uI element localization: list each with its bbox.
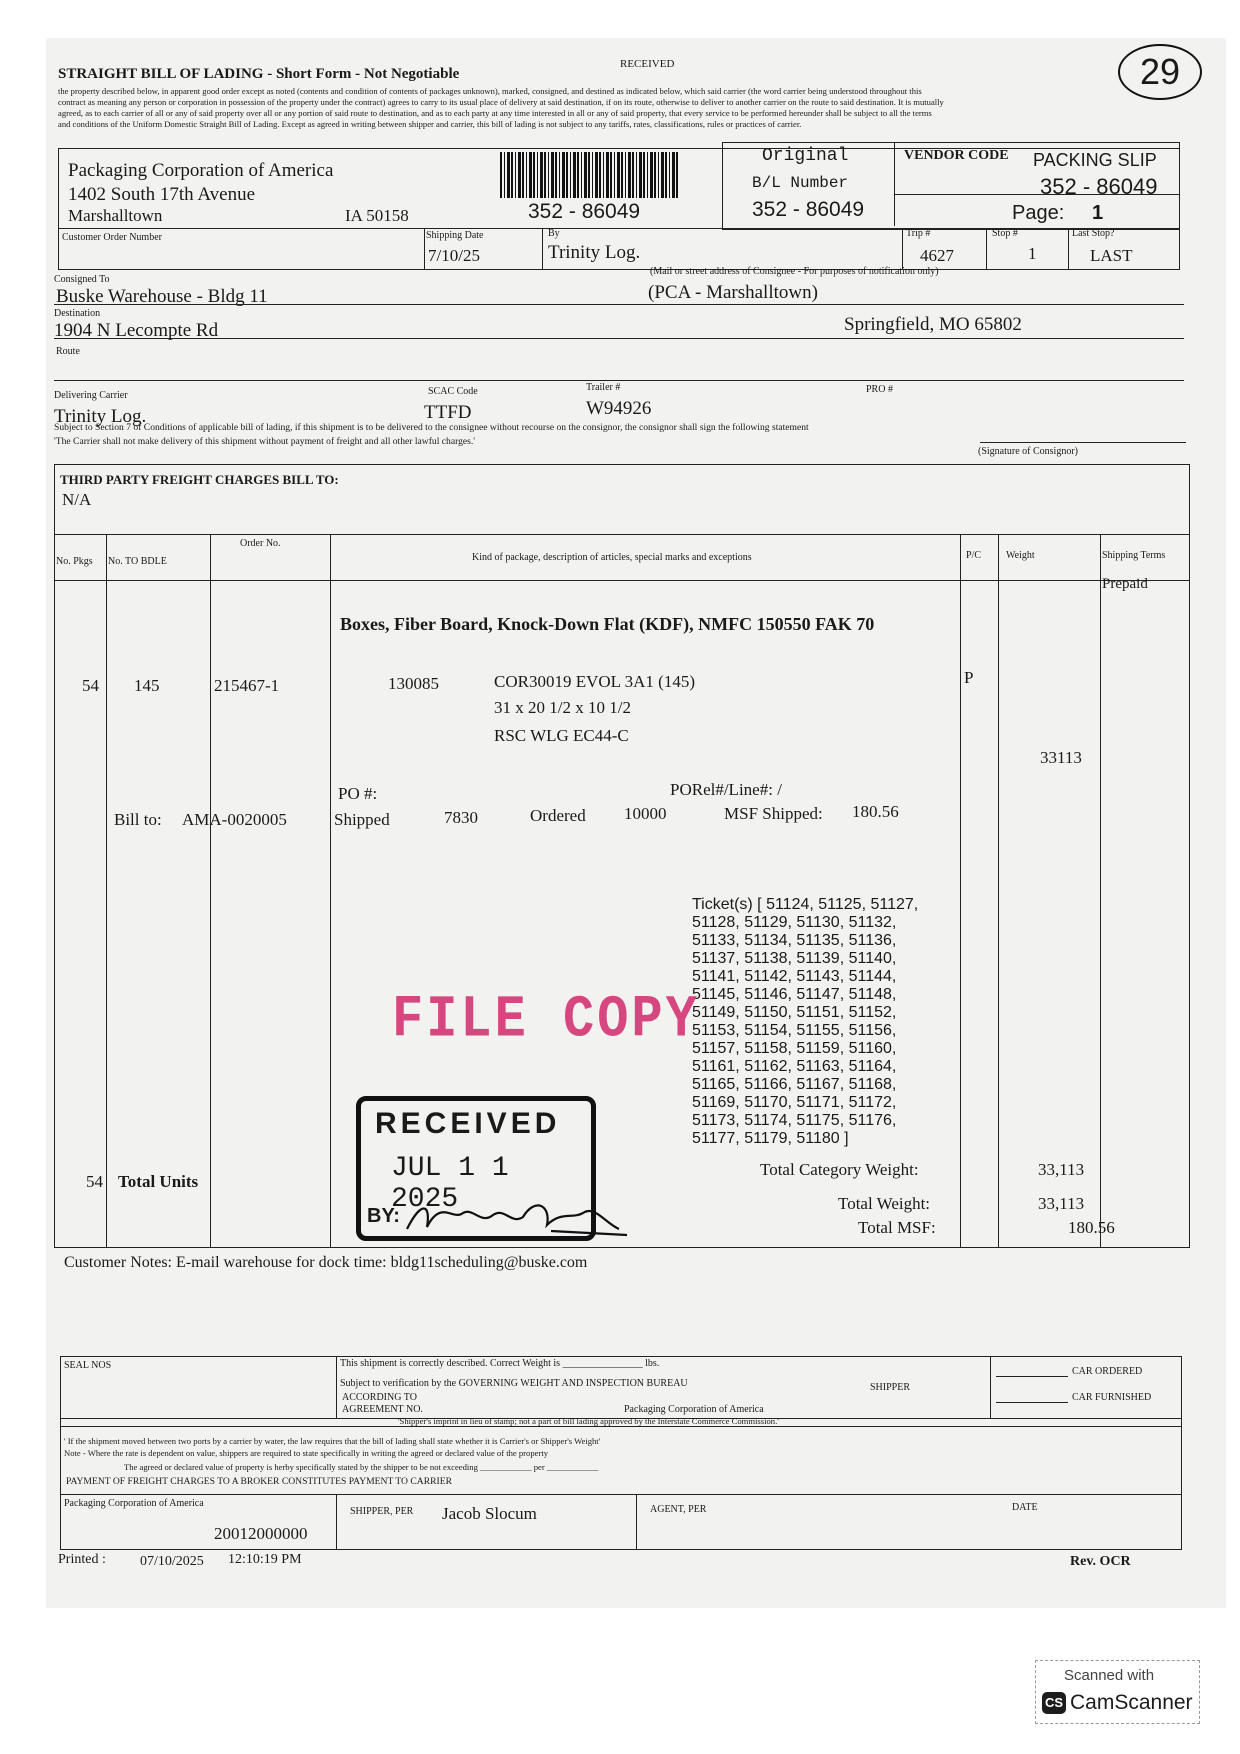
car-furnished-label: CAR FURNISHED xyxy=(1072,1392,1152,1403)
camscanner-badge xyxy=(1035,1660,1200,1724)
declared-value-note: The agreed or declared value of property is herby specifically stated by the shipper to be not exceeding ____________ per ____________ xyxy=(124,1462,599,1472)
commodity-description: Boxes, Fiber Board, Knock-Down Flat (KDF), NMFC 150550 FAK 70 xyxy=(340,614,875,634)
received-stamp xyxy=(356,1096,596,1241)
bill-to-value: AMA-0020005 xyxy=(182,810,287,829)
signature-scribble xyxy=(401,1191,631,1251)
seal-nos-label: SEAL NOS xyxy=(64,1360,112,1371)
signature-of-consignor-label: (Signature of Consignor) xyxy=(978,446,1078,457)
total-category-weight: 33,113 xyxy=(1038,1160,1085,1179)
total-units-label: Total Units xyxy=(118,1172,199,1191)
shipped-value: 7830 xyxy=(444,808,478,827)
bill-to-label: Bill to: xyxy=(114,810,162,829)
carrier-delivery-statement: 'The Carrier shall not make delivery of this shipment without payment of freight and all other lawful charges.' xyxy=(54,436,476,447)
footer-company: Packaging Corporation of America xyxy=(64,1498,204,1509)
shipping-terms-value: Prepaid xyxy=(1102,576,1148,592)
bl-original: Original xyxy=(762,146,849,166)
item-description-1: COR30019 EVOL 3A1 (145) xyxy=(494,672,695,691)
trailer-value: W94926 xyxy=(586,398,652,419)
porel-label: PORel#/Line#: / xyxy=(670,780,782,799)
by-value: Trinity Log. xyxy=(548,242,641,263)
pc-value: P xyxy=(964,668,974,687)
shipper-per-label: SHIPPER, PER xyxy=(350,1506,414,1517)
total-msf: 180.56 xyxy=(1068,1218,1115,1237)
delivering-carrier-label: Delivering Carrier xyxy=(54,390,128,401)
item-description-3: RSC WLG EC44-C xyxy=(494,726,629,745)
pkgs-count: 54 xyxy=(82,676,99,695)
agent-per-label: AGENT, PER xyxy=(650,1504,707,1515)
order-number: 215467-1 xyxy=(214,676,280,695)
bl-number: 352 - 86049 xyxy=(752,198,865,221)
received-label: RECEIVED xyxy=(620,58,675,70)
header-no-pkgs: No. Pkgs xyxy=(56,556,93,567)
bl-number-label: B/L Number xyxy=(752,174,849,192)
printed-label: Printed : xyxy=(58,1552,106,1567)
received-stamp-date: JUL 1 1 2025 xyxy=(391,1153,509,1215)
stop-label: Stop # xyxy=(992,228,1018,239)
packing-slip-number: 352 - 86049 xyxy=(1040,174,1158,199)
destination-street: 1904 N Lecompte Rd xyxy=(54,320,219,341)
scac-label: SCAC Code xyxy=(428,386,478,397)
header-shipping-terms: Shipping Terms xyxy=(1102,550,1166,561)
water-carrier-note: ' If the shipment moved between two ports by a carrier by water, the law requires that the bill of lading shall state whether it is Carrier's or Shipper's Weight' xyxy=(64,1436,601,1446)
circled-page-number: 29 xyxy=(1118,44,1202,100)
by-label: By xyxy=(548,228,560,239)
rate-note: Note - Where the rate is dependent on value, shippers are required to state specifically in writing the agreed or declared value of the property xyxy=(64,1448,548,1458)
vendor-code-label: VENDOR CODE xyxy=(904,148,1009,163)
ordered-label: Ordered xyxy=(530,806,586,825)
footer-account: 20012000000 xyxy=(214,1524,308,1543)
total-weight: 33,113 xyxy=(1038,1194,1085,1213)
shipper-label: SHIPPER xyxy=(870,1382,911,1393)
bdle-count: 145 xyxy=(134,676,160,695)
total-category-weight-label: Total Category Weight: xyxy=(760,1160,919,1179)
scanned-with-text: Scanned with xyxy=(1064,1667,1155,1684)
total-weight-label: Total Weight: xyxy=(838,1194,931,1213)
printed-date: 07/10/2025 xyxy=(140,1554,204,1569)
imprint-note: 'Shipper's imprint in lieu of stamp; not a part of bill lading approved by the Interstate Commerce Commission.' xyxy=(398,1416,779,1426)
page-label: Page: xyxy=(1012,202,1065,224)
total-msf-label: Total MSF: xyxy=(858,1218,936,1237)
subject-verification: Subject to verification by the GOVERNING WEIGHT AND INSPECTION BUREAU xyxy=(340,1378,688,1389)
shipped-label: Shipped xyxy=(334,810,390,829)
trip-label: Trip # xyxy=(906,228,931,239)
scac-value: TTFD xyxy=(424,402,472,423)
weight-value: 33113 xyxy=(1040,748,1082,767)
po-label: PO #: xyxy=(338,784,378,803)
msf-shipped-label: MSF Shipped: xyxy=(724,804,823,823)
trailer-label: Trailer # xyxy=(586,382,621,393)
destination-label: Destination xyxy=(54,308,101,319)
revision-label: Rev. OCR xyxy=(1070,1554,1131,1569)
received-stamp-text: RECEIVED xyxy=(375,1107,561,1140)
terms-text: the property described below, in apparent good order except as noted (contents and condition of contents of packages unknown), marked, consigned, and destined as indicated below, which said carrier (the word carrier being understood throughout this contract as meaning any person or corporation in possession of the property under the contract) agrees to carry to its usual place of delivery at said destination, if on its route, otherwise to deliver to another carrier on the route to said destination. It is mutually agreed, as to each carrier of all or any of said property over all or any portion of said route to destination, and as to each party at any time interested in all or any of said property, that every service to be performed hereunder shall be subject to all the terms and conditions of the Uniform Domestic Straight Bill of Lading. Except as agreed in writing between shipper and carrier, this bill of lading is not subject to any tariffs, rates, classifications, rules or practices of carrier. xyxy=(58,86,944,129)
according-to: ACCORDING TO xyxy=(342,1392,417,1403)
shipper-street: 1402 South 17th Avenue xyxy=(68,184,256,205)
header-no-to-bdle: No. TO BDLE xyxy=(108,556,167,567)
correct-weight-line: This shipment is correctly described. Correct Weight is ________________ lbs. xyxy=(340,1358,660,1369)
camscanner-logo-icon: CS xyxy=(1042,1692,1066,1714)
received-stamp-by: BY: xyxy=(367,1205,400,1227)
header-weight: Weight xyxy=(1006,550,1035,561)
trip-value: 4627 xyxy=(920,246,954,265)
header-description: Kind of package, description of articles, special marks and exceptions xyxy=(472,552,752,563)
mail-address-note: (Mail or street address of Consignee - For purposes of notification only) xyxy=(650,266,939,277)
camscanner-text: CamScanner xyxy=(1070,1691,1193,1714)
item-description-2: 31 x 20 1/2 x 10 1/2 xyxy=(494,698,631,717)
car-ordered-label: CAR ORDERED xyxy=(1072,1366,1143,1377)
shipper-state-zip: IA 50158 xyxy=(345,206,409,225)
customer-notes: Customer Notes: E-mail warehouse for dock time: bldg11scheduling@buske.com xyxy=(64,1254,588,1271)
shipper-city: Marshalltown xyxy=(68,206,163,225)
date-label: DATE xyxy=(1012,1502,1038,1513)
pro-label: PRO # xyxy=(866,384,893,395)
barcode-number: 352 - 86049 xyxy=(528,200,641,223)
stop-value: 1 xyxy=(1028,244,1037,263)
shipping-date: 7/10/25 xyxy=(428,246,480,265)
carrier-name: Trinity Log. xyxy=(54,406,147,427)
packing-slip-label: PACKING SLIP xyxy=(1033,150,1157,170)
consigned-to-label: Consigned To xyxy=(54,274,110,285)
last-stop-value: LAST xyxy=(1090,246,1133,265)
destination-city: Springfield, MO 65802 xyxy=(844,314,1022,335)
shipper-per-value: Jacob Slocum xyxy=(442,1504,537,1523)
shipper-name: Packaging Corporation of America xyxy=(68,160,334,181)
third-party-label: THIRD PARTY FREIGHT CHARGES BILL TO: xyxy=(60,472,339,487)
last-stop-label: Last Stop? xyxy=(1072,228,1115,239)
route-label: Route xyxy=(56,346,80,357)
msf-shipped-value: 180.56 xyxy=(852,802,899,821)
agreement-no: AGREEMENT NO. xyxy=(342,1404,423,1415)
barcode-graphic xyxy=(500,152,680,198)
subject-section7: Subject to Section 7 of Conditions of applicable bill of lading, if this shipment is to be delivered to the consignee without recourse on the consignor, the consignor shall sign the following statement xyxy=(54,422,809,433)
customer-order-label: Customer Order Number xyxy=(62,232,162,243)
printed-time: 12:10:19 PM xyxy=(228,1552,302,1567)
file-copy-stamp: FILE COPY xyxy=(392,986,700,1054)
total-units-count: 54 xyxy=(86,1172,103,1191)
consignee-name: Buske Warehouse - Bldg 11 xyxy=(56,286,268,307)
third-party-value: N/A xyxy=(62,490,92,509)
document-title: STRAIGHT BILL OF LADING - Short Form - Not Negotiable xyxy=(58,66,460,82)
item-code: 130085 xyxy=(388,674,439,693)
header-order-no: Order No. xyxy=(240,538,281,549)
header-pc: P/C xyxy=(966,550,982,561)
mail-address: (PCA - Marshalltown) xyxy=(648,282,818,303)
payment-note: PAYMENT OF FREIGHT CHARGES TO A BROKER CONSTITUTES PAYMENT TO CARRIER xyxy=(66,1476,452,1487)
pca-small-label: Packaging Corporation of America xyxy=(624,1404,764,1415)
ordered-value: 10000 xyxy=(624,804,667,823)
page-number: 1 xyxy=(1092,202,1104,224)
ticket-list: Ticket(s) [ 51124, 51125, 51127, 51128, 51129, 51130, 51132, 51133, 51134, 51135, 51136, 51137, 51138, 51139, 51140, 51141, 51142, 51143, 51144, 51145, 51146, 51147, 51148, 51149, 51150, 51151, 51152, 51153, 51154, 51155, 51156, 51157, 51158, 51159, 51160, 51161, 51162, 51163, 51164, 51165, 51166, 51167, 51168, 51169, 51170, 51171, 51172, 51173, 51174, 51175, 51176, 51177, 51179, 51180 ] xyxy=(692,896,919,1147)
shipping-date-label: Shipping Date xyxy=(426,230,484,241)
freight-table xyxy=(54,464,1190,1248)
